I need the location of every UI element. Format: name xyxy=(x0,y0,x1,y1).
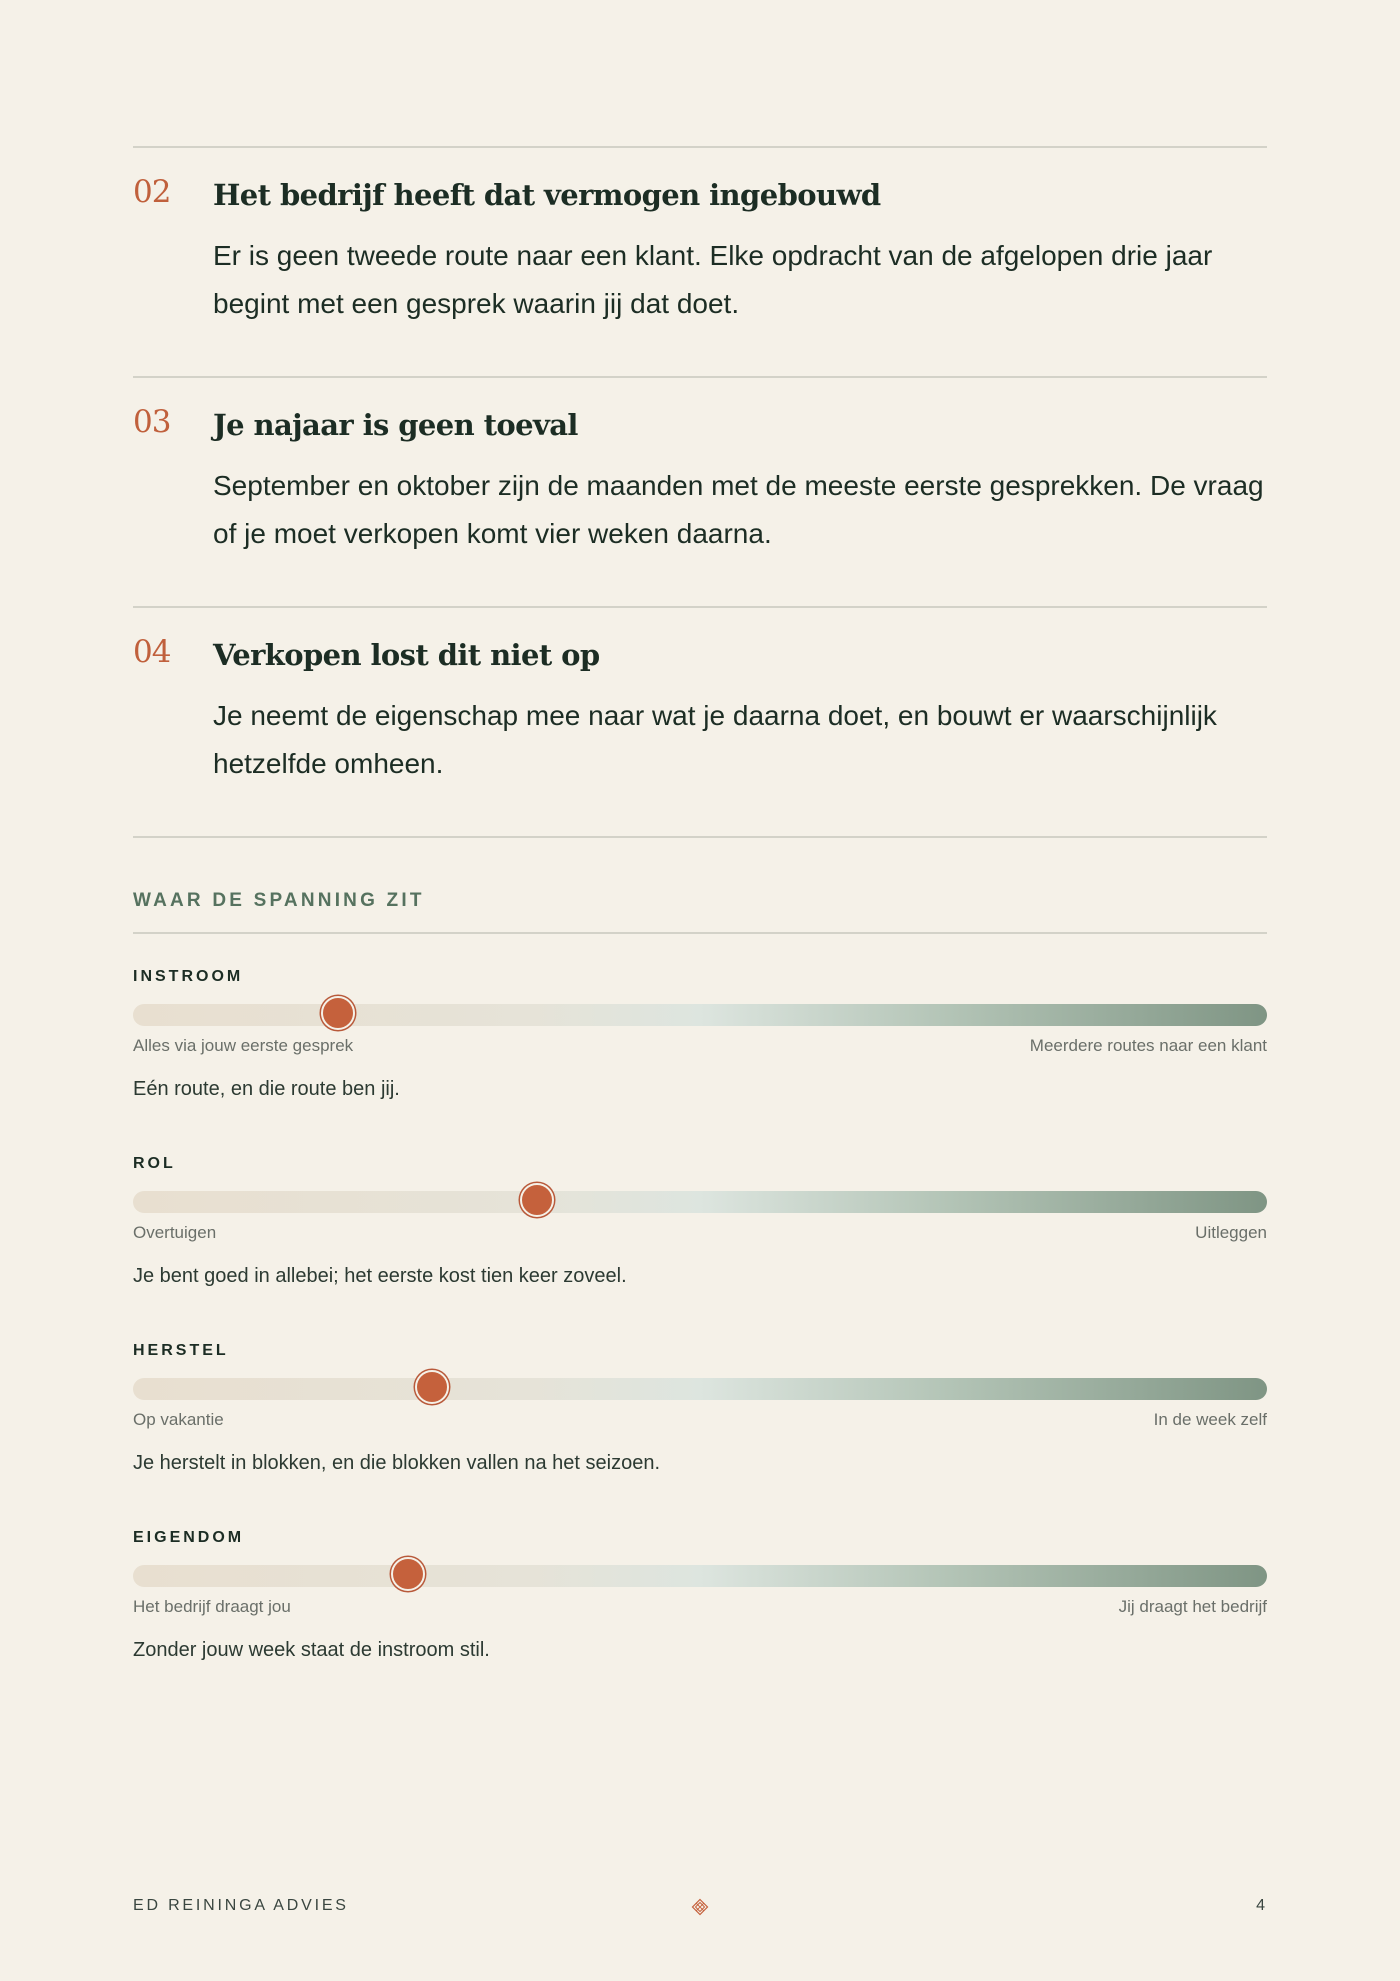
point-body: Er is geen tweede route naar een klant. Elke opdracht van de afgelopen drie jaar begint met een gesprek waarin jij dat doet. xyxy=(213,240,1213,319)
point-body: Je neemt de eigenschap mee naar wat je daarna doet, en bouwt er waarschijnlijk hetzelfde omheen. xyxy=(213,700,1217,779)
slider-handle[interactable] xyxy=(520,1183,554,1217)
point-item xyxy=(133,148,1267,376)
slider-left-label: Alles via jouw eerste gesprek xyxy=(133,1036,354,1055)
slider-track[interactable] xyxy=(133,1565,1267,1587)
slider-track[interactable] xyxy=(133,1004,1267,1026)
tension-item xyxy=(133,1495,1267,1682)
slider-right-label: Jij draagt het bedrijf xyxy=(1118,1597,1267,1616)
tension-label: ROL xyxy=(133,1155,176,1172)
slider-right-label: In de week zelf xyxy=(1153,1410,1267,1429)
point-title: Verkopen lost dit niet op xyxy=(213,638,600,672)
diamond-knot-icon xyxy=(691,1898,709,1916)
tension-item xyxy=(133,1121,1267,1308)
slider-left-label: Op vakantie xyxy=(133,1410,224,1429)
section-heading: WAAR DE SPANNING ZIT xyxy=(133,890,425,911)
tension-label: INSTROOM xyxy=(133,968,244,985)
slider-track[interactable] xyxy=(133,1191,1267,1213)
tension-note: Zonder jouw week staat de instroom stil. xyxy=(133,1639,490,1661)
point-item xyxy=(133,608,1267,836)
point-number: 02 xyxy=(133,174,171,210)
point-item xyxy=(133,378,1267,606)
tension-note: Eén route, en die route ben jij. xyxy=(133,1078,400,1100)
page-content xyxy=(133,146,1267,1682)
tension-note: Je bent goed in allebei; het eerste kost tien keer zoveel. xyxy=(133,1265,627,1287)
point-number: 03 xyxy=(133,404,171,440)
tension-label: EIGENDOM xyxy=(133,1529,245,1546)
slider-track[interactable] xyxy=(133,1378,1267,1400)
slider-handle[interactable] xyxy=(321,996,355,1030)
point-number: 04 xyxy=(133,634,171,670)
page-number: 4 xyxy=(1256,1897,1265,1914)
slider-left-label: Het bedrijf draagt jou xyxy=(133,1597,291,1616)
footer-brand: ED REININGA ADVIES xyxy=(133,1897,349,1914)
tension-note: Je herstelt in blokken, en die blokken vallen na het seizoen. xyxy=(133,1452,661,1474)
page-footer xyxy=(133,1897,1267,1919)
tension-list xyxy=(133,934,1267,1682)
point-title: Het bedrijf heeft dat vermogen ingebouwd xyxy=(213,178,881,212)
tension-label: HERSTEL xyxy=(133,1342,229,1359)
slider-right-label: Meerdere routes naar een klant xyxy=(1029,1036,1267,1055)
tension-section-header xyxy=(133,838,1267,932)
slider-right-label: Uitleggen xyxy=(1195,1223,1267,1242)
tension-item xyxy=(133,1308,1267,1495)
tension-item xyxy=(133,934,1267,1121)
slider-left-label: Overtuigen xyxy=(133,1223,217,1242)
point-body: September en oktober zijn de maanden met de meeste eerste gesprekken. De vraag of je moet verkopen komt vier weken daarna. xyxy=(213,470,1264,549)
point-title: Je najaar is geen toeval xyxy=(213,408,578,442)
slider-handle[interactable] xyxy=(415,1370,449,1404)
